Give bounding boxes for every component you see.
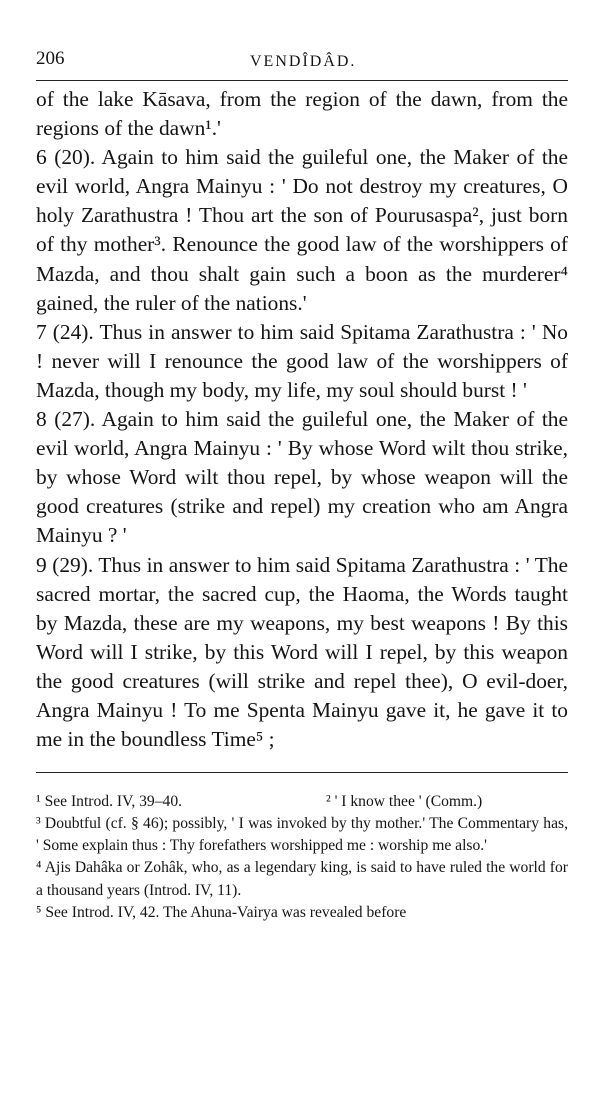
page-header [36, 48, 568, 78]
book-page [36, 48, 568, 924]
footnote-4: ⁴ Ajis Dahâka or Zohâk, who, as a legendary king, is said to have ruled the world for a thousand years (Introd. IV, 11). [36, 859, 568, 899]
paragraph-6: 6 (20). Again to him said the guileful one, the Maker of the evil world, Angra Mainyu : ' Do not destroy my creatures, O holy Zarathustra ! Thou art the son of Pourusaspa², just born of thy mother³. Renounce the good law of the worshippers of Mazda, and thou shalt gain such a boon as the murderer⁴ gained, the ruler of the nations.' [36, 145, 568, 315]
main-text [36, 85, 568, 754]
header-rule [36, 80, 568, 81]
paragraph-8: 8 (27). Again to him said the guileful one, the Maker of the evil world, Angra Mainyu : ' By whose Word wilt thou strike, by whose Word wilt thou repel, by whose weapon will the good creatures (strike and repel) my creation who am Angra Mainyu ? ' [36, 407, 568, 548]
footnote-rule [36, 772, 568, 773]
footnote-row-1-2 [36, 791, 568, 813]
footnote-3: ³ Doubtful (cf. § 46); possibly, ' I was invoked by thy mother.' The Commentary has, ' Some explain thus : Thy forefathers worshipped me : worship me also.' [36, 815, 568, 855]
running-title: VENDÎDÂD. [250, 53, 357, 70]
paragraph-7: 7 (24). Thus in answer to him said Spitama Zarathustra : ' No ! never will I renounce the good law of the worshippers of Mazda, though my body, my life, my soul should burst ! ' [36, 319, 568, 402]
footnote-1: ¹ See Introd. IV, 39–40. [36, 793, 183, 811]
paragraph-9: 9 (29). Thus in answer to him said Spitama Zarathustra : ' The sacred mortar, the sacred cup, the Haoma, the Words taught by Mazda, these are my weapons, my best weapons ! By this Word will I strike, by this Word will I repel, by this weapon the good creatures (will strike and repel thee), O evil-doer, Angra Mainyu ! To me Spenta Mainyu gave it, he gave it to me in the boundless Time⁵ ; [36, 552, 568, 752]
footnote-2: ² ' I know thee ' (Comm.) [326, 793, 483, 811]
page-number: 206 [36, 48, 65, 69]
paragraph-continuation: of the lake Kāsava, from the region of the dawn, from the regions of the dawn¹.' [36, 87, 568, 141]
footnote-5: ⁵ See Introd. IV, 42. The Ahuna-Vairya was revealed before [36, 903, 407, 921]
footnotes [36, 791, 568, 924]
